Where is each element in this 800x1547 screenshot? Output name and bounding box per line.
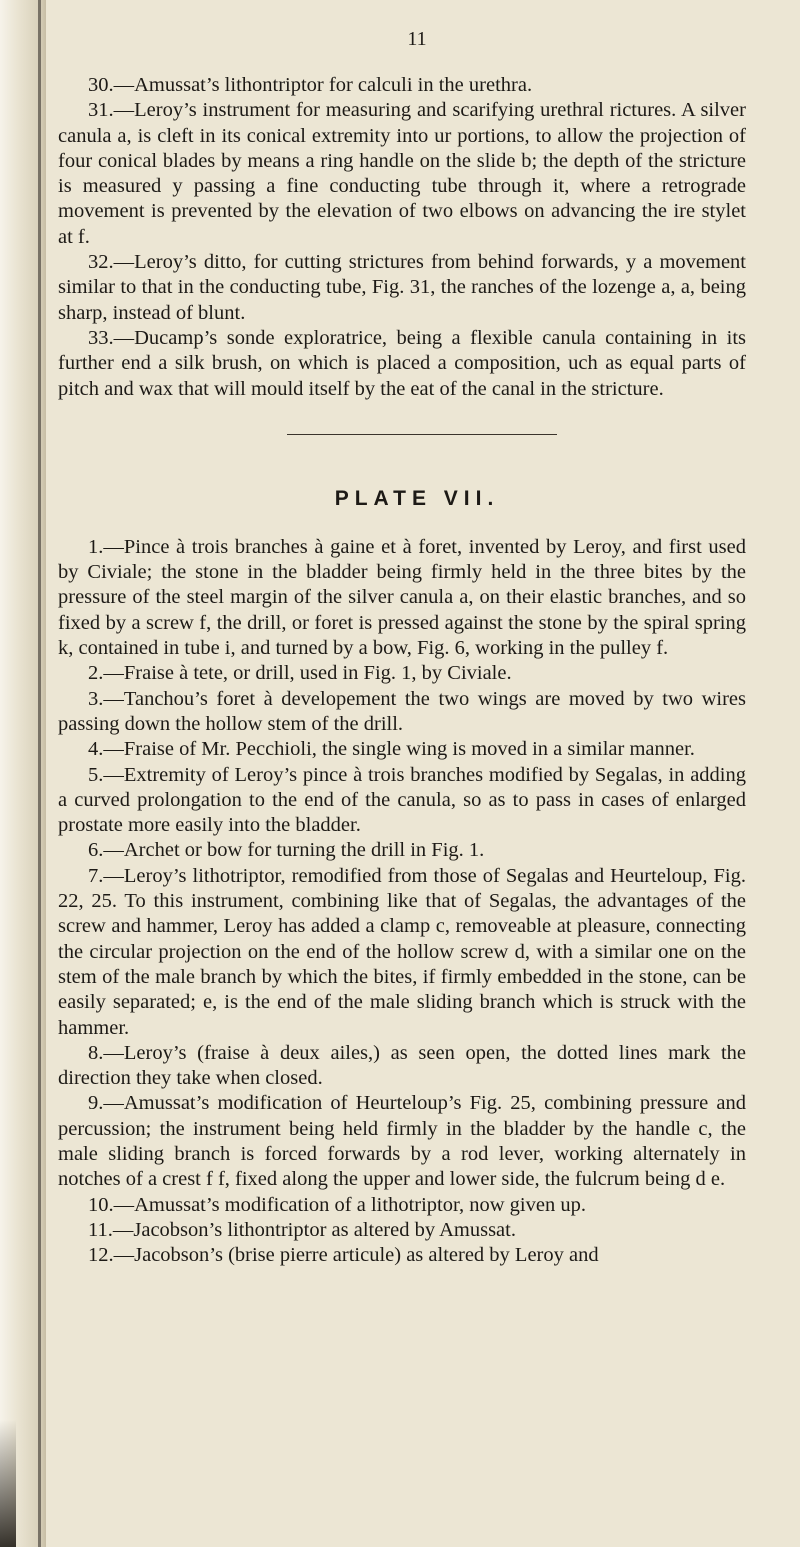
plate-entry-12: 12.—Jacobson’s (brise pierre articule) as altered by Leroy and [88, 1244, 599, 1267]
plate-heading: PLATE VII. [334, 486, 500, 510]
gutter-fold-line [38, 0, 41, 1547]
plate-entry-5: 5.—Extremity of Leroy’s pince à trois branches modified by Segalas, in adding a curved prolongation to the end of the canula, so as to pass in cases of enlarged prostate more easily into the bladder. [58, 763, 746, 837]
plate-entry-8: 8.—Leroy’s (fraise à deux ailes,) as seen open, the dotted lines mark the direction they take when closed. [58, 1041, 746, 1090]
entry-30: 30.—Amussat’s lithontriptor for calculi in the urethra. [88, 74, 533, 96]
plate-entry-2: 2.—Fraise à tete, or drill, used in Fig. 1, by Civiale. [88, 662, 512, 685]
section-divider [287, 434, 557, 435]
entry-32: 32.—Leroy’s ditto, for cutting strictures from behind forwards, y a movement similar to that in the conducting tube, Fig. 31, the ranches of the lozenge a, a, being sharp, instead of blunt. [58, 251, 746, 324]
entry-31: 31.—Leroy’s instrument for measuring and scarifying urethral rictures. A silver canula a, is cleft in its conical extremity into ur portions, to allow the projection of four conical blades by means a ring handle on the slide b; the depth of the stricture is measured y passing a fine conducting tube through it, where a retrograde movement is prevented by the elevation of two elbows on advancing the ire stylet at f. [58, 99, 746, 248]
plate-entry-9: 9.—Amussat’s modification of Heurteloup’s Fig. 25, combining pressure and percussion; the instrument being held firmly in the bladder by the handle c, the male sliding branch is forced forwards by a rod lever, working alternately in notches of a crest f f, fixed along the upper and lower side, the fulcrum being d e. [58, 1092, 746, 1191]
plate-entry-1: 1.—Pince à trois branches à gaine et à foret, invented by Leroy, and first used by Civiale; the stone in the bladder being firmly held in the three bites by the pressure of the steel margin of the silver canula a, on their elastic branches, and so fixed by a screw f, the drill, or foret is pressed against the stone by the spiral spring k, contained in tube i, and turned by a bow, Fig. 6, working in the pulley f. [58, 535, 746, 660]
page-number: 11 [407, 28, 427, 50]
plate-entry-6: 6.—Archet or bow for turning the drill in Fig. 1. [88, 839, 485, 862]
entry-33: 33.—Ducamp’s sonde exploratrice, being a flexible canula containing in its further end a silk brush, on which is placed a composition, uch as equal parts of pitch and wax that will mould itself by the eat of the canal in the stricture. [58, 326, 746, 400]
plate-entry-10: 10.—Amussat’s modification of a lithotriptor, now given up. [88, 1193, 586, 1216]
page-edge-shadow [0, 1420, 16, 1547]
plate-entry-3: 3.—Tanchou’s foret à developement the two wings are moved by two wires passing down the hollow stem of the drill. [58, 687, 746, 735]
plate-entry-4: 4.—Fraise of Mr. Pecchioli, the single wing is moved in a similar manner. [88, 738, 695, 761]
plate-entry-7: 7.—Leroy’s lithotriptor, remodified from those of Segalas and Heurteloup, Fig. 22, 25. To this instrument, combining like that of Segalas, the advantages of the screw and hammer, Leroy has added a clamp c, removeable at pleasure, connecting the circular projection on the end of the hollow screw d, with a similar one on the stem of the male branch by which the bites, if firmly embedded in the stone, can be easily separated; e, is the end of the male sliding branch which is struck with the hammer. [58, 864, 746, 1039]
page-content [58, 28, 746, 1268]
plate-entry-11: 11.—Jacobson’s lithontriptor as altered by Amussat. [88, 1218, 516, 1241]
